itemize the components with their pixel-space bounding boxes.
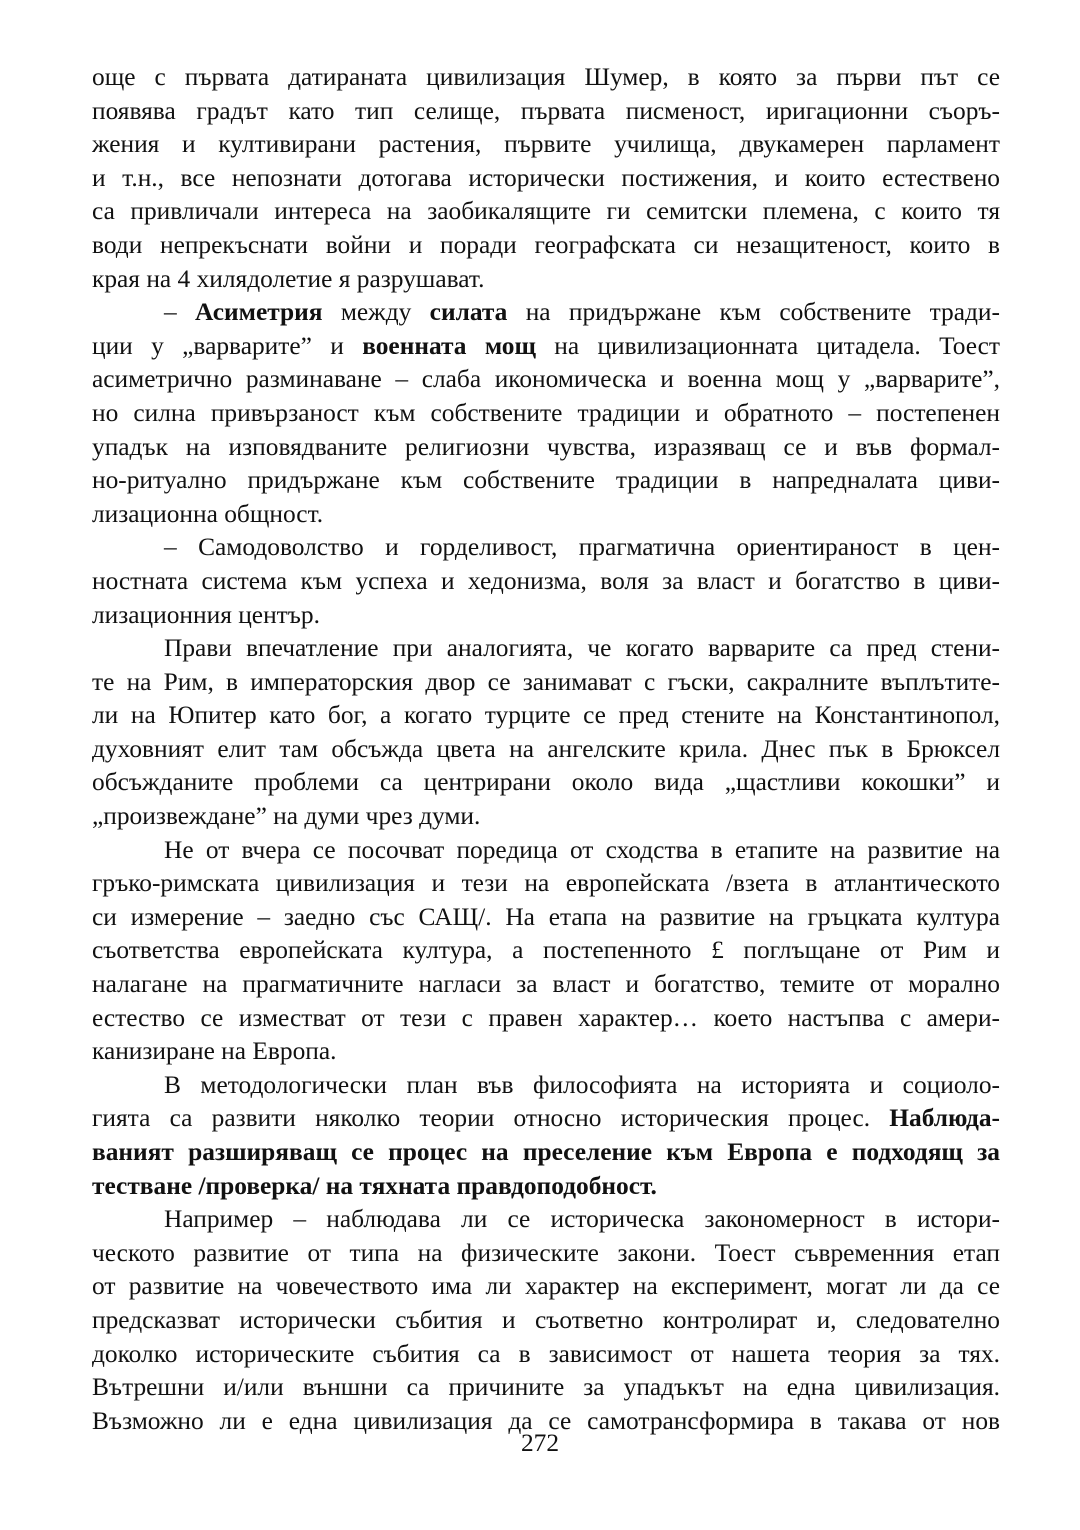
text-line: канизиране на Европа.	[92, 1037, 337, 1066]
paragraph	[92, 531, 1000, 632]
text-line	[92, 1102, 1000, 1136]
text-line: ли на Юпитер като бог, а когато турците се пред стените на Константинопол,	[92, 701, 1000, 730]
text-line: ностната система към успеха и хедонизма, воля за власт и богатство в циви-	[92, 566, 1000, 595]
text-line: ческото развитие от типа на физическите закони. Тоест съвременния етап	[92, 1238, 1000, 1267]
page-number: 272	[520, 1429, 560, 1457]
text-run: гията са развити няколко теории относно историческия процес.	[92, 1104, 890, 1133]
text-run: ции у „варварите” и	[92, 331, 363, 360]
text-line: – Самодоволство и горделивост, прагматична ориентираност в цен-	[164, 533, 1000, 562]
paragraph	[92, 834, 1000, 1069]
text-line: появява градът като тип селище, първата писменост, иригационни съоръ-	[92, 96, 1000, 125]
text-line: „произвеждане” на думи чрез думи.	[92, 802, 481, 831]
text-line: но-ритуално придържане към собствените традиции в напредналата циви-	[92, 466, 1000, 495]
bold-term: силата	[429, 298, 508, 327]
text-line: лизационния център.	[92, 600, 320, 629]
text-line: асиметрично разминаване – слаба икономическа и военна мощ у „варварите”,	[92, 365, 1000, 394]
text-line: си измерение – заедно със САЩ/. На етапа на развитие на гръцката култура	[92, 902, 1000, 931]
text-line: доколко историческите събития са в зависимост от нашета теория за тях.	[92, 1339, 1000, 1368]
text-run: между	[322, 298, 430, 327]
text-line: но силна привързаност към собствените традиции и обратното – постепенен	[92, 398, 1000, 427]
text-line: Например – наблюдава ли се историческа закономерност в истори-	[164, 1205, 1000, 1234]
text-line: още с първата датираната цивилизация Шумер, в която за първи път се	[92, 63, 1000, 91]
text-line: Прави впечатление при аналогията, че когато варварите са пред стени-	[164, 634, 1000, 663]
text-line: жения и култивирани растения, първите училища, двукамерен парламент	[92, 130, 1000, 159]
text-line	[92, 296, 1000, 330]
paragraph	[92, 61, 1000, 296]
text-line: от развитие на човечеството има ли характер на експеримент, могат ли да се	[92, 1272, 1000, 1301]
text-run: –	[164, 298, 196, 327]
text-line: Не от вчера се посочват поредица от сходства в етапите на развитие на	[164, 835, 1000, 864]
paragraph	[92, 1069, 1000, 1203]
text-line: води непрекъснати войни и поради географската си незащитеност, които в	[92, 230, 1000, 259]
text-line: Вътрешни и/или външни са причините за упадъкът на една цивилизация.	[92, 1373, 1000, 1402]
text-line	[92, 330, 1000, 364]
paragraph	[92, 296, 1000, 531]
text-line: естество се изместват от тези с правен характер… което настъпва с амери-	[92, 1003, 1000, 1032]
text-line: Възможно ли е една цивилизация да се самотрансформира в такава от нов	[92, 1406, 1000, 1435]
text-line: В методологически план във философията на историята и социоло-	[164, 1070, 1000, 1099]
text-line: упадък на изповядваните религиозни чувства, изразяващ се и във формал-	[92, 432, 1000, 461]
text-line: те на Рим, в императорския двор се занимават с гъски, сакралните въплътите-	[92, 667, 1000, 696]
text-line: налагане на прагматичните нагласи за власт и богатство, темите от морално	[92, 970, 1000, 999]
text-line: края на 4 хилядолетие я разрушават.	[92, 264, 485, 293]
text-line: ваният разширяващ се процес на преселение към Европа е подходящ за	[92, 1138, 1000, 1166]
page-body	[92, 61, 1000, 1438]
text-line: тестване /проверка/ на тяхната правдоподобност.	[92, 1171, 657, 1200]
text-run: на придържане към собствените тради-	[507, 298, 1000, 327]
paragraph	[92, 1203, 1000, 1438]
text-run: на цивилизационната цитадела. Тоест	[535, 331, 1001, 360]
text-line: и т.н., все непознати дотогава исторически постижения, и които естествено	[92, 163, 1000, 192]
bold-statement: Наблюда-	[889, 1104, 1000, 1133]
text-line: лизационна общност.	[92, 499, 324, 528]
text-line: предсказват исторически събития и съответно контролират и, следователно	[92, 1305, 1000, 1334]
text-line: са привличали интереса на заобикалящите ги семитски племена, с които тя	[92, 197, 1000, 226]
bold-term: военната мощ	[362, 331, 536, 360]
text-line: съответства европейската култура, а постепенното £ поглъщане от Рим и	[92, 936, 1000, 965]
paragraph	[92, 632, 1000, 834]
text-line: духовният елит там обсъжда цвета на ангелските крила. Днес пък в Брюксел	[92, 734, 1000, 763]
bold-term: Асиметрия	[195, 298, 323, 327]
text-line: гръко-римската цивилизация и тези на европейската /взета в атлантическото	[92, 869, 1000, 898]
text-line: обсъжданите проблеми са центрирани около вида „щастливи кокошки” и	[92, 768, 1000, 797]
